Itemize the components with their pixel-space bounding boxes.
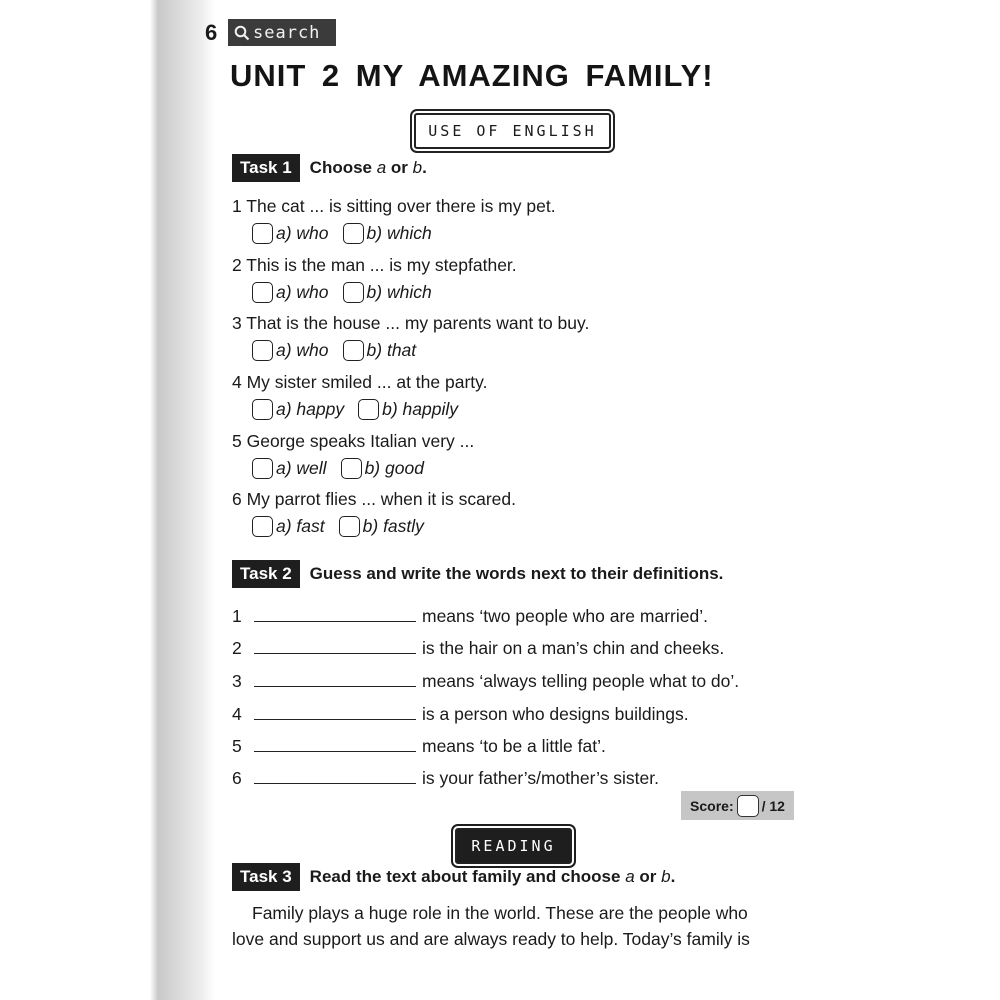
option-4b[interactable]: b) happily — [358, 399, 458, 420]
task2-instruction: Guess and write the words next to their definitions. — [309, 564, 724, 583]
task1-instruction: Choose a or b. — [309, 158, 427, 177]
checkbox[interactable] — [343, 340, 364, 361]
options-6 — [252, 516, 438, 537]
option-1a[interactable]: a) who — [252, 223, 329, 244]
score-box — [681, 791, 794, 820]
checkbox[interactable] — [343, 282, 364, 303]
question-3: 3 That is the house ... my parents want to buy. — [232, 313, 590, 333]
answer-blank[interactable] — [254, 735, 416, 752]
option-3a[interactable]: a) who — [252, 340, 329, 361]
reading-line-1: Family plays a huge role in the world. These are the people who — [252, 903, 748, 923]
checkbox[interactable] — [252, 223, 273, 244]
score-total: / 12 — [761, 797, 785, 814]
checkbox[interactable] — [252, 340, 273, 361]
definition-2: 2 is the hair on a man’s chin and cheeks. — [232, 638, 725, 658]
task2-header — [232, 559, 723, 589]
task3-header — [232, 862, 675, 892]
score-label: Score: — [690, 797, 734, 814]
question-4: 4 My sister smiled ... at the party. — [232, 372, 488, 392]
option-6b[interactable]: b) fastly — [339, 516, 424, 537]
options-5 — [252, 458, 438, 479]
page-edge-shadow — [0, 0, 218, 1000]
option-6a[interactable]: a) fast — [252, 516, 325, 537]
task3-instruction: Read the text about family and choose a or b. — [309, 867, 676, 886]
definition-4: 4 is a person who designs buildings. — [232, 704, 689, 724]
option-5b[interactable]: b) good — [341, 458, 424, 479]
checkbox[interactable] — [341, 458, 362, 479]
answer-blank[interactable] — [254, 670, 416, 687]
definition-5: 5 means ‘to be a little fat’. — [232, 736, 606, 756]
answer-blank[interactable] — [254, 605, 416, 622]
reading-text — [232, 900, 812, 952]
question-2: 2 This is the man ... is my stepfather. — [232, 255, 517, 275]
task1-header — [232, 153, 427, 183]
question-5: 5 George speaks Italian very ... — [232, 431, 475, 451]
section-use-of-english: USE OF ENGLISH — [414, 113, 611, 149]
definition-3: 3 means ‘always telling people what to do’. — [232, 671, 740, 691]
task2-label: Task 2 — [232, 560, 300, 588]
option-4a[interactable]: a) happy — [252, 399, 344, 420]
answer-blank[interactable] — [254, 767, 416, 784]
section-reading: READING — [455, 828, 572, 864]
definition-1: 1 means ‘two people who are married’. — [232, 606, 708, 626]
checkbox[interactable] — [252, 282, 273, 303]
option-2b[interactable]: b) which — [343, 282, 432, 303]
options-3 — [252, 340, 430, 361]
option-3b[interactable]: b) that — [343, 340, 417, 361]
options-1 — [252, 223, 446, 244]
question-1: 1 The cat ... is sitting over there is my pet. — [232, 196, 556, 216]
checkbox[interactable] — [252, 516, 273, 537]
option-5a[interactable]: a) well — [252, 458, 327, 479]
checkbox[interactable] — [339, 516, 360, 537]
checkbox[interactable] — [252, 399, 273, 420]
answer-blank[interactable] — [254, 637, 416, 654]
unit-title: UNIT 2 MY AMAZING FAMILY! — [230, 58, 714, 93]
checkbox[interactable] — [358, 399, 379, 420]
score-input[interactable] — [737, 795, 759, 817]
checkbox[interactable] — [252, 458, 273, 479]
answer-blank[interactable] — [254, 703, 416, 720]
option-2a[interactable]: a) who — [252, 282, 329, 303]
option-1b[interactable]: b) which — [343, 223, 432, 244]
definition-6: 6 is your father’s/mother’s sister. — [232, 768, 659, 788]
checkbox[interactable] — [343, 223, 364, 244]
task1-label: Task 1 — [232, 154, 300, 182]
question-6: 6 My parrot flies ... when it is scared. — [232, 489, 517, 509]
search-button[interactable] — [228, 19, 336, 46]
options-2 — [252, 282, 446, 303]
search-label: search — [253, 22, 321, 43]
task3-label: Task 3 — [232, 863, 300, 891]
options-4 — [252, 399, 472, 420]
reading-line-2: love and support us and are always ready to help. Today’s family is — [232, 929, 750, 949]
page-number: 6 — [205, 20, 218, 45]
search-icon — [231, 19, 253, 46]
